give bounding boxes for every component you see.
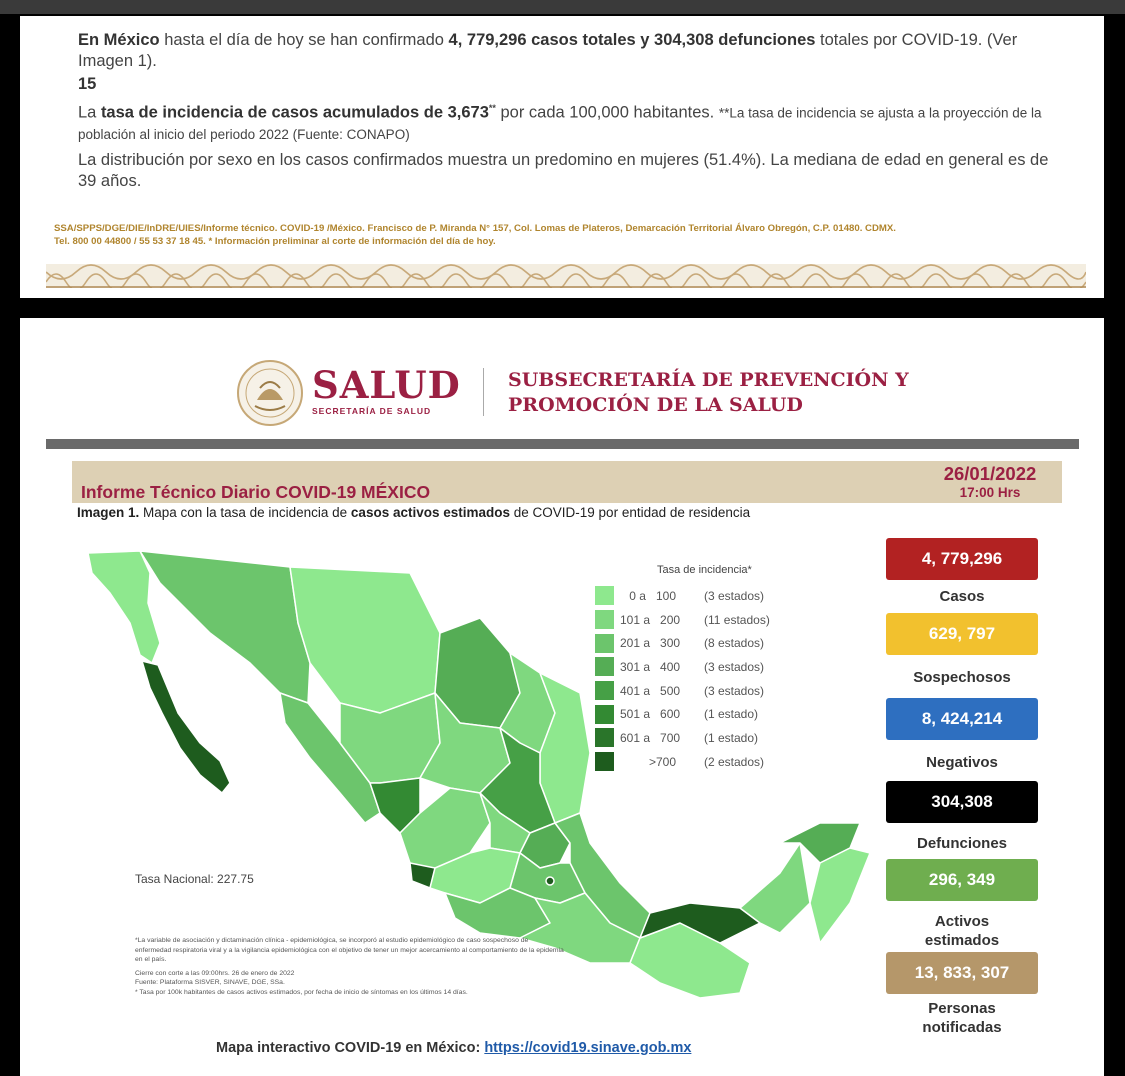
- stat-value-sospechosos: 629, 797: [928, 624, 996, 643]
- legend-row: [595, 726, 770, 750]
- legend-range: 401 a 500: [620, 683, 681, 698]
- para1-mid: hasta el día de hoy se han confirmado: [159, 31, 449, 49]
- legend-count: (3 estados): [704, 659, 765, 674]
- subsec-line-1: SUBSECRETARÍA DE PREVENCIÓN Y: [508, 369, 909, 391]
- stat-label-notificadas-1: Personas: [928, 1000, 996, 1017]
- subsec-line-2: PROMOCIÓN DE LA SALUD: [508, 394, 803, 416]
- header-divider: [483, 368, 484, 416]
- report-time: 17:00 Hrs: [959, 485, 1021, 500]
- date-box: [935, 461, 1045, 500]
- legend-range: 0 a 100: [629, 588, 676, 603]
- stat-box-sospechosos: [886, 613, 1038, 655]
- legend-swatch: [595, 586, 614, 605]
- link-label: Mapa interactivo COVID-19 en México:: [216, 1040, 485, 1056]
- map-note-1: *La variable de asociación y dictaminación clínica - epidemiológica, se incorporó al estudio epidemiológico de caso sospechoso de enfermedad respiratoria viral y a la vigilancia epidemiológica con el objetivo de tener un mejor acercamiento al comportamiento de la epidemia en el país.: [135, 937, 564, 964]
- footer-line-2: Tel. 800 00 44800 / 55 53 37 18 45. * Información preliminar al corte de información del día de hoy.: [54, 236, 496, 247]
- stat-label-activos-1: Activos: [934, 913, 990, 930]
- stat-box-negativos: [886, 698, 1038, 740]
- seal-icon: [235, 358, 305, 428]
- legend-row: [595, 679, 770, 703]
- ornament-band: [46, 264, 1086, 288]
- infographic-page: [20, 318, 1104, 1076]
- para1-lead: En México: [78, 31, 160, 49]
- header-band: [46, 439, 1079, 449]
- legend-range: >700: [648, 754, 676, 769]
- stat-value-notificadas: 13, 833, 307: [914, 963, 1010, 982]
- legend-row: [595, 750, 770, 774]
- map-state-sonora: [140, 551, 310, 703]
- para2-sup: **: [488, 103, 496, 113]
- caption-b: de COVID-19 por entidad de residencia: [510, 505, 751, 520]
- map-notes: [135, 936, 565, 998]
- legend-count: (3 estados): [704, 588, 765, 603]
- report-page-top: [20, 16, 1104, 298]
- legend-count: (3 estados): [704, 683, 765, 698]
- page-number: 15: [78, 75, 97, 93]
- stat-label-casos: Casos: [939, 588, 985, 605]
- map-note-2: Cierre con corte a las 09:00hrs. 26 de enero de 2022: [135, 969, 295, 977]
- footer-note: [54, 222, 1064, 248]
- stat-label-defunciones: Defunciones: [916, 835, 1007, 852]
- para1-bold: 4, 779,296 casos totales y 304,308 defunciones: [448, 31, 816, 49]
- stat-label-activos: [886, 912, 1038, 950]
- footer-line-1: SSA/SPPS/DGE/DIE/InDRE/UIES/Informe técnico. COVID-19 /México. Francisco de P. Miranda N° 157, Col. Lomas de Plateros, Demarcación Territorial Álvaro Obregón, C.P. 01480. CDMX.: [54, 223, 896, 234]
- legend-swatch: [595, 705, 614, 724]
- stat-label-notificadas: [886, 999, 1038, 1037]
- legend-swatch: [595, 681, 614, 700]
- legend-title: Tasa de incidencia*: [657, 564, 752, 576]
- map-caption: [77, 505, 750, 520]
- para2-b: por cada 100,000 habitantes.: [495, 103, 719, 122]
- legend-range: 601 a 700: [620, 730, 681, 745]
- legend-range: 501 a 600: [620, 707, 681, 722]
- caption-a: Mapa con la tasa de incidencia de: [139, 505, 351, 520]
- map-state-baja-california: [88, 551, 160, 663]
- legend-row: [595, 584, 770, 608]
- legend-swatch: [595, 634, 614, 653]
- salud-logo-text: SALUD: [312, 363, 461, 407]
- para1-tail: totales por COVID-19. (Ver Imagen 1).: [78, 31, 1018, 70]
- legend-count: (11 estados): [704, 612, 770, 627]
- legend-range: 201 a 300: [620, 636, 681, 651]
- caption-bold: casos activos estimados: [350, 505, 511, 520]
- stat-label-notificadas-2: notificadas: [922, 1019, 1002, 1036]
- interactive-map-link[interactable]: https://covid19.sinave.gob.mx: [484, 1040, 692, 1056]
- salud-logo-subtext: SECRETARÍA DE SALUD: [312, 406, 432, 416]
- stat-label-activos-2: estimados: [924, 932, 1000, 949]
- stat-box-defunciones: [886, 781, 1038, 823]
- top-bar: [0, 0, 1125, 14]
- caption-lead: Imagen 1.: [77, 505, 140, 520]
- legend-count: (1 estado): [704, 707, 759, 722]
- legend-range: 301 a 400: [620, 659, 681, 674]
- legend-count: (1 estado): [704, 730, 759, 745]
- legend-range: 101 a 200: [620, 612, 681, 627]
- map-note-4: * Tasa por 100k habitantes de casos activos estimados, por fecha de inicio de síntomas en los últimos 14 días.: [135, 988, 468, 996]
- stat-box-activos: [886, 859, 1038, 901]
- map-state-baja-california-sur: [142, 661, 230, 793]
- para2-small: **La tasa de incidencia se ajusta a la proyección de la población al inicio del periodo 2022 (Fuente: CONAPO): [78, 105, 1042, 142]
- legend-row: [595, 702, 770, 726]
- stat-value-casos: 4, 779,296: [921, 549, 1003, 568]
- report-title: Informe Técnico Diario COVID-19 MÉXICO: [81, 482, 431, 502]
- map-legend: [595, 564, 770, 774]
- stat-label-sospechosos: Sospechosos: [913, 669, 1011, 686]
- paragraph-cases: [78, 30, 1068, 72]
- map-state-cdmx: [546, 877, 554, 885]
- stat-box-casos: [886, 538, 1038, 580]
- stat-value-activos: 296, 349: [928, 870, 996, 889]
- legend-swatch: [595, 752, 614, 771]
- subsecretaria-title: [508, 368, 909, 418]
- legend-swatch: [595, 657, 614, 676]
- para2-bold: tasa de incidencia de casos acumulados de 3,673: [100, 103, 489, 122]
- map-note-3: Fuente: Plataforma SISVER, SINAVE, DGE, SSa.: [135, 979, 285, 987]
- stat-box-notificadas: [886, 952, 1038, 994]
- map-state-chihuahua: [290, 567, 440, 713]
- legend-swatch: [595, 728, 614, 747]
- paragraph-sex: La distribución por sexo en los casos confirmados muestra un predomino en mujeres (51.4%). La mediana de edad en general es de 39 años.: [78, 151, 1049, 190]
- report-date: 26/01/2022: [943, 463, 1037, 484]
- stat-label-negativos: Negativos: [926, 754, 998, 771]
- legend-swatch: [595, 610, 614, 629]
- stat-value-negativos: 8, 424,214: [921, 709, 1003, 728]
- legend-rows: [595, 584, 770, 774]
- para2-a: La: [78, 103, 101, 122]
- legend-count: (2 estados): [704, 754, 765, 769]
- national-rate: Tasa Nacional: 227.75: [135, 872, 254, 886]
- interactive-map-link-line: [216, 1040, 691, 1056]
- legend-row: [595, 608, 770, 632]
- legend-count: (8 estados): [704, 636, 765, 651]
- legend-row: [595, 655, 770, 679]
- paragraph-incidence: [78, 98, 1068, 145]
- legend-row: [595, 631, 770, 655]
- stat-value-defunciones: 304,308: [931, 792, 993, 811]
